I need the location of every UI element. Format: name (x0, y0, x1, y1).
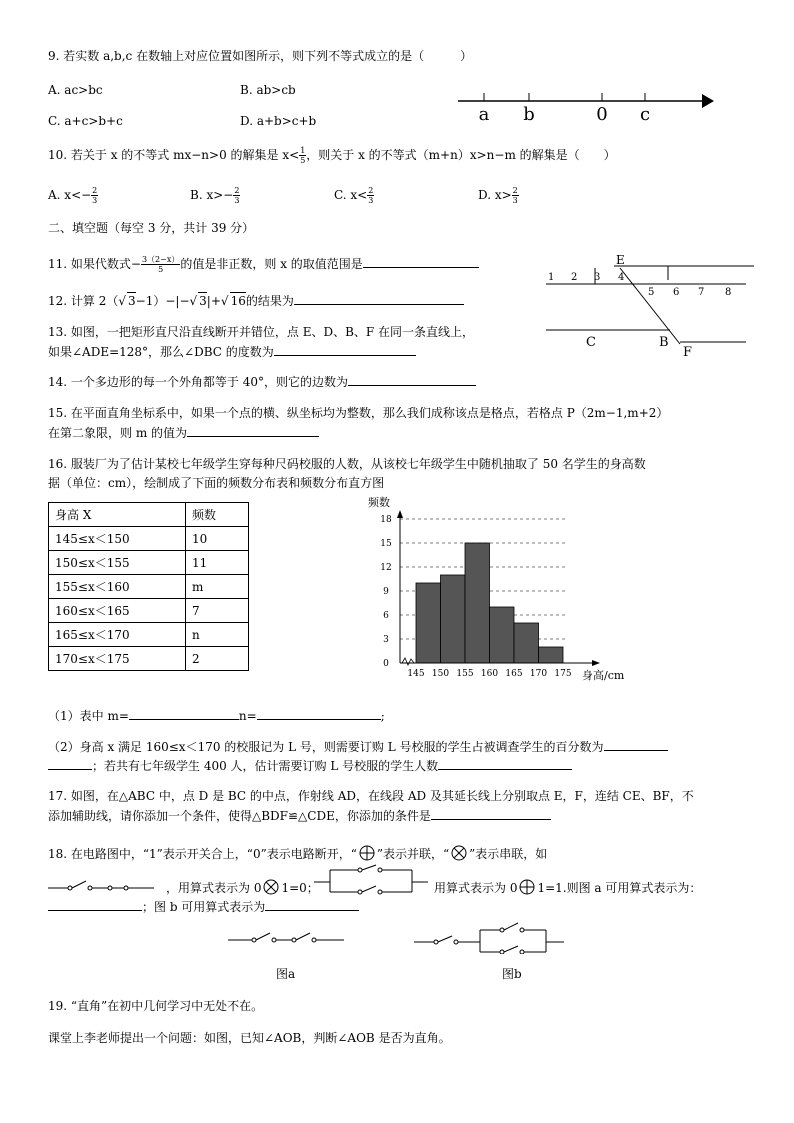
q9-option-c: C. a+c>b+c (48, 114, 123, 128)
histogram-bar (416, 583, 441, 663)
q16-line1: 16. 服装厂为了估计某校七年级学生穿每种尺码校服的人数，从该校七年级学生中随机抽取了 50 名学生的身高数 (48, 457, 646, 471)
y-axis-label: 频数 (368, 496, 390, 509)
label-b: b (523, 104, 535, 125)
q9-option-a: A. ac>bc (48, 83, 103, 97)
q10-option-c: C. x< $\frac{2}{3}$ (334, 186, 374, 205)
ruler-num-6: 6 (673, 287, 680, 298)
section-2-title: 二、填空题（每空 3 分，共计 39 分） (48, 221, 255, 235)
table-cell: 7 (186, 599, 249, 623)
q16-line2: 据（单位：cm），绘制成了下面的频数分布表和频数分布直方图 (48, 476, 385, 490)
q18-line1: 18. 在电路图中，“1”表示开关合上，“0”表示电路断开，“ ”表示并联，“ ”表示串联，如 (48, 847, 548, 861)
q9-option-b: B. ab>cb (240, 83, 296, 97)
x-axis-arrow (592, 660, 600, 666)
q15-line2: 在第二象限，则 m 的值为 (48, 424, 319, 441)
series-circuit-example (46, 876, 164, 896)
label-c: c (639, 104, 651, 125)
q16-sub1: （1）表中 m= n= ; (48, 709, 385, 723)
line-ef (620, 268, 680, 344)
y-tick-label: 0 (383, 659, 389, 669)
q10-stem: 10. 若关于 x 的不等式 mx−n>0 的解集是 x< $\frac{1}{5}$ ，则关于 x 的不等式（m+n）x>n−m 的解集是（ ） (48, 146, 616, 165)
table-row (49, 551, 249, 575)
point-b: B (659, 335, 669, 350)
q18-line2c: 用算式表示为 0 1=1.则图 a 可用算式表示为： (434, 881, 702, 895)
histogram-bar (465, 543, 490, 663)
q16-sub2-line1: （2）身高 x 满足 160≤x＜170 的校服记为 L 号，则需要订购 L 号校服的学生占被调查学生的百分数为 (48, 738, 668, 755)
figure-a-caption: 图a (276, 967, 296, 981)
q10-fraction: $\frac{1}{5}$ (300, 146, 306, 165)
histogram-bar (539, 647, 564, 663)
number-line-figure (450, 84, 720, 126)
number-line-arrow (702, 94, 714, 108)
table-row (49, 527, 249, 551)
x-tick-label: 155 (456, 669, 474, 679)
point-c: C (586, 335, 596, 350)
ruler-num-1: 1 (548, 272, 555, 283)
table-cell: 160≤x＜165 (49, 599, 186, 623)
circuit-figure-a (226, 928, 348, 950)
q9-stem: 9. 若实数 a,b,c 在数轴上对应位置如图所示，则下列不等式成立的是（ ） (48, 49, 473, 63)
table-cell: 165≤x＜170 (49, 623, 186, 647)
q19-line2: 课堂上李老师提出一个问题：如图，已知∠AOB，判断∠AOB 是否为直角。 (48, 1031, 451, 1045)
table-cell: 10 (186, 527, 249, 551)
parallel-symbol-icon (357, 845, 377, 861)
table-row (49, 575, 249, 599)
table-cell: 11 (186, 551, 249, 575)
q16-sub2-line2: ；若共有七年级学生 400 人，估计需要订购 L 号校服的学生人数 (48, 757, 572, 774)
x-tick-label: 175 (554, 669, 572, 679)
q18-line2a: ，用算式表示为 0 1=0； (166, 881, 319, 895)
table-row (49, 599, 249, 623)
histogram-bar (490, 607, 515, 663)
ruler-figure (540, 250, 760, 362)
histogram-bar (514, 623, 539, 663)
label-a: a (478, 104, 490, 125)
y-axis-arrow (397, 510, 403, 518)
ruler-num-5: 5 (648, 287, 655, 298)
point-e: E (616, 253, 625, 267)
q12: 12. 计算 2（√ 3−1）−|−√ 3|+√ 16的结果为 (48, 292, 464, 309)
y-tick-label: 18 (380, 515, 392, 525)
q10-option-b: B. x>− $\frac{2}{3}$ (190, 186, 240, 205)
parallel-circuit-example (312, 864, 432, 896)
q14: 14. 一个多边形的每一个外角都等于 40°，则它的边数为 (48, 373, 476, 390)
frequency-table (48, 502, 249, 671)
series-symbol-icon (449, 845, 469, 861)
ruler-num-8: 8 (725, 287, 732, 298)
q9-option-d: D. a+b>c+b (240, 114, 317, 128)
x-axis-label: 身高/cm (582, 669, 625, 682)
table-cell: 150≤x＜155 (49, 551, 186, 575)
point-f: F (683, 345, 693, 360)
x-tick-label: 145 (407, 669, 425, 679)
ruler-num-7: 7 (698, 287, 705, 298)
table-cell: n (186, 623, 249, 647)
q11-fraction: $\frac{3(2-x)}{5}$ (141, 255, 180, 274)
q18-line3: ；图 b 可用算式表示为 (48, 898, 359, 915)
x-tick-label: 160 (480, 669, 499, 679)
table-header: 频数 (186, 503, 249, 527)
table-row (49, 623, 249, 647)
parallel-symbol-icon (517, 879, 537, 895)
histogram-bar (441, 575, 466, 663)
figure-b-caption: 图b (502, 967, 522, 981)
q13-line1: 13. 如图，一把矩形直尺沿直线断开并错位，点 E、D、B、F 在同一条直线上， (48, 325, 475, 339)
y-tick-label: 15 (380, 539, 392, 549)
q11: 11. 如果代数式− $\frac{3(2-x)}{5}$ 的值是非正数，则 x 的取值范围是 (48, 255, 479, 274)
axis-break-mark (402, 658, 414, 665)
y-tick-label: 9 (383, 587, 389, 597)
table-cell: 145≤x＜150 (49, 527, 186, 551)
q15-line1: 15. 在平面直角坐标系中，如果一个点的横、纵坐标均为整数，那么我们成称该点是格点，若格点 P（2m−1,m+2） (48, 406, 669, 420)
x-tick-label: 150 (431, 669, 450, 679)
y-tick-label: 6 (383, 611, 389, 621)
table-cell: 170≤x＜175 (49, 647, 186, 671)
histogram-chart (360, 492, 640, 682)
table-cell: m (186, 575, 249, 599)
circuit-figure-b (412, 918, 566, 954)
q13-line2: 如果∠ADE=128°，那么∠DBC 的度数为 (48, 343, 416, 360)
x-tick-label: 170 (529, 669, 548, 679)
table-cell: 155≤x＜160 (49, 575, 186, 599)
label-0: 0 (596, 104, 608, 125)
q10-option-a: A. x<− $\frac{2}{3}$ (48, 186, 98, 205)
table-cell: 2 (186, 647, 249, 671)
ruler-num-3: 3 (594, 272, 601, 283)
y-tick-label: 3 (383, 635, 389, 645)
y-tick-label: 12 (380, 563, 392, 573)
ruler-num-2: 2 (571, 272, 578, 283)
ruler-num-4: 4 (618, 272, 625, 283)
series-symbol-icon (261, 879, 281, 895)
q10-option-d: D. x> $\frac{2}{3}$ (478, 186, 518, 205)
table-header: 身高 X (49, 503, 186, 527)
q17-line1: 17. 如图，在△ABC 中，点 D 是 BC 的中点，作射线 AD，在线段 AD 及其延长线上分别取点 E，F，连结 CE、BF，不 (48, 789, 694, 803)
x-tick-label: 165 (505, 669, 523, 679)
q19-line1: 19. “直角”在初中几何学习中无处不在。 (48, 999, 264, 1013)
q17-line2: 添加辅助线，请你添加一个条件，使得△BDF≌△CDE，你添加的条件是 (48, 807, 551, 824)
table-header-row (49, 503, 249, 527)
table-row (49, 647, 249, 671)
